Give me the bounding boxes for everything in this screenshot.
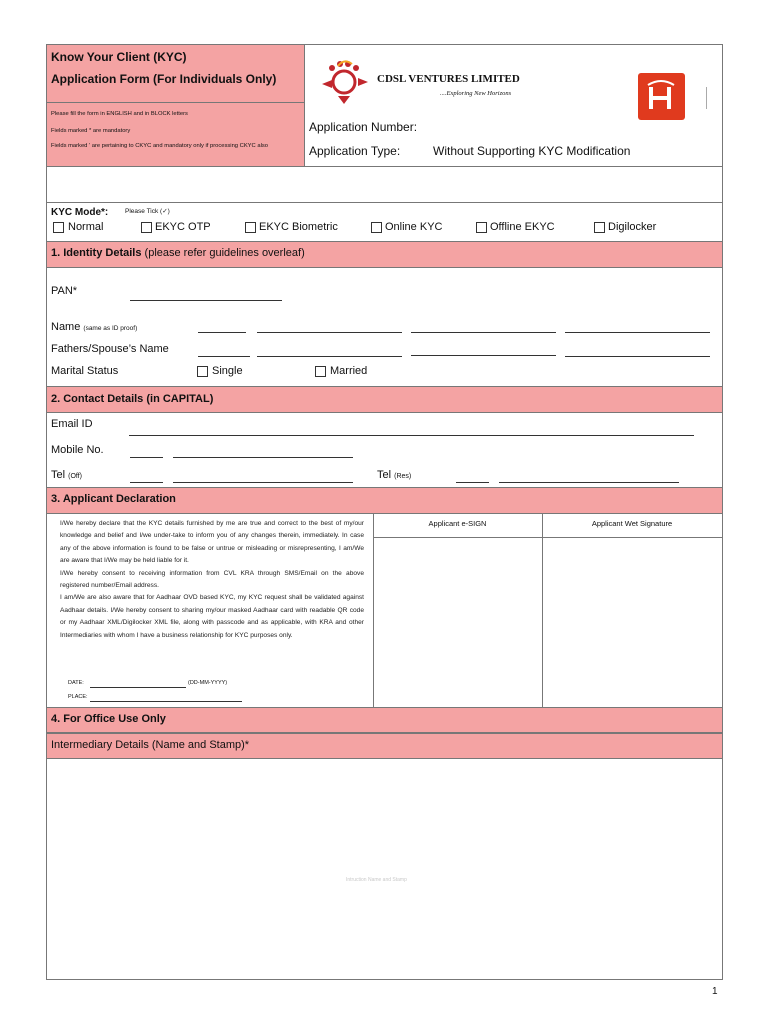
checkbox-married[interactable] — [315, 366, 326, 377]
application-type-label: Application Type: — [309, 144, 401, 158]
checkbox-ekyc-biometric[interactable] — [245, 222, 256, 233]
page-number: 1 — [712, 986, 718, 997]
checkbox-normal[interactable] — [53, 222, 64, 233]
place-label: PLACE: — [68, 694, 88, 700]
name-prefix-input[interactable] — [198, 332, 246, 333]
email-label: Email ID — [51, 418, 93, 430]
father-last-input[interactable] — [565, 356, 710, 357]
tel-off-code-input[interactable] — [130, 482, 163, 483]
esign-box[interactable] — [374, 538, 542, 708]
place-input[interactable] — [90, 701, 242, 702]
name-label-text: Name — [51, 321, 81, 333]
checkbox-digilocker[interactable] — [594, 222, 605, 233]
identity-heading-note: (please refer guidelines overleaf) — [141, 247, 305, 259]
cdsl-logo — [318, 58, 370, 106]
divider — [706, 87, 707, 109]
office-heading: 4. For Office Use Only — [51, 713, 166, 725]
pan-label: PAN* — [51, 285, 78, 297]
brand-logo — [638, 73, 685, 120]
single-label: Single — [212, 365, 243, 377]
tel-res-label — [377, 469, 411, 481]
option-offline-ekyc-label: Offline EKYC — [490, 221, 555, 233]
father-spouse-label: Fathers/Spouse’s Name — [51, 343, 169, 355]
declaration-heading: 3. Applicant Declaration — [51, 493, 176, 505]
company-tagline: ....Exploring New Horizons — [440, 90, 512, 97]
tel-res-hint: (Res) — [394, 473, 412, 480]
name-label — [51, 321, 137, 333]
instruction-line3: Fields marked ' are pertaining to CKYC and mandatory only if processing CKYC also — [51, 143, 268, 149]
date-label: DATE: — [68, 680, 84, 686]
name-first-input[interactable] — [257, 332, 402, 333]
mobile-number-input[interactable] — [173, 457, 353, 458]
form-title-line1: Know Your Client (KYC) — [51, 50, 187, 64]
declaration-para-3: I am/We are also aware that for Aadhaar OVD based KYC, my KYC request shall be validated against Aadhaar details. I/We hereby consent to sharing my/our masked Aadhaar card with readable QR code or my Aadhaar XML/Digilocker XML file, along with passcode and as applicable, with KRA and other Intermediaries with whom I have a business relationship for KYC purposes only. — [60, 594, 364, 639]
tel-off-text: Tel — [51, 469, 66, 481]
date-format-hint: (DD-MM-YYYY) — [188, 680, 228, 686]
stamp-watermark: Intruction Name and Stamp — [346, 877, 407, 883]
married-label: Married — [330, 365, 368, 377]
checkbox-single[interactable] — [197, 366, 208, 377]
application-type-value: Without Supporting KYC Modification — [433, 144, 631, 158]
name-hint: (same as ID proof) — [83, 325, 138, 332]
checkbox-ekyc-otp[interactable] — [141, 222, 152, 233]
father-middle-input[interactable] — [411, 355, 556, 356]
instruction-line2: Fields marked * are mandatory — [51, 128, 131, 134]
name-last-input[interactable] — [565, 332, 710, 333]
stamp-area[interactable] — [47, 760, 722, 979]
identity-heading — [51, 247, 305, 259]
tel-res-number-input[interactable] — [499, 482, 679, 483]
application-number-label: Application Number: — [309, 120, 418, 134]
instruction-line1: Please fill the form in ENGLISH and in BLOCK letters — [51, 111, 188, 117]
contact-heading: 2. Contact Details (in CAPITAL) — [51, 393, 214, 405]
identity-heading-bold: 1. Identity Details — [51, 247, 142, 259]
intermediary-label: Intermediary Details (Name and Stamp)* — [51, 739, 250, 751]
company-name: CDSL VENTURES LIMITED — [377, 73, 520, 85]
form-title-line2: Application Form (For Individuals Only) — [51, 72, 277, 86]
tel-off-label — [51, 469, 82, 481]
divider — [47, 202, 722, 203]
father-prefix-input[interactable] — [198, 356, 250, 357]
mobile-code-input[interactable] — [130, 457, 163, 458]
divider — [47, 102, 305, 103]
marital-status-label: Marital Status — [51, 365, 119, 377]
pan-input[interactable] — [130, 300, 282, 301]
wet-signature-box[interactable] — [543, 538, 722, 708]
checkbox-online-kyc[interactable] — [371, 222, 382, 233]
option-normal-label: Normal — [68, 221, 104, 233]
email-input[interactable] — [129, 435, 694, 436]
tel-off-number-input[interactable] — [173, 482, 353, 483]
option-ekyc-otp-label: EKYC OTP — [155, 221, 211, 233]
wet-signature-label: Applicant Wet Signature — [591, 519, 673, 528]
divider — [304, 45, 305, 166]
declaration-para-1: I/We hereby declare that the KYC details furnished by me are true and correct to the best of my/our knowledge and belief and I/we under-take to inform you of any changes therein, immediately. In case any of the above information is found to be false or untrue or misleading or misrepresenting, I am/We are aware that I/We may be held liable for it. — [60, 520, 364, 565]
kyc-mode-hint: Please Tick (✓) — [125, 208, 170, 215]
divider — [47, 166, 722, 167]
tel-off-hint: (Off) — [68, 473, 82, 480]
name-middle-input[interactable] — [411, 332, 556, 333]
tel-res-code-input[interactable] — [456, 482, 489, 483]
declaration-para-2: I/We hereby consent to receiving information from CVL KRA through SMS/Email on the above registered number/Email address. — [60, 569, 364, 590]
date-input[interactable] — [90, 687, 186, 688]
esign-label: Applicant e-SIGN — [428, 519, 487, 528]
kyc-mode-label: KYC Mode*: — [51, 207, 109, 218]
checkbox-offline-ekyc[interactable] — [476, 222, 487, 233]
tel-res-text: Tel — [377, 469, 392, 481]
option-online-kyc-label: Online KYC — [385, 221, 443, 233]
father-first-input[interactable] — [257, 356, 402, 357]
declaration-text — [60, 518, 364, 642]
mobile-label: Mobile No. — [51, 444, 104, 456]
option-ekyc-biometric-label: EKYC Biometric — [259, 221, 338, 233]
option-digilocker-label: Digilocker — [608, 221, 657, 233]
